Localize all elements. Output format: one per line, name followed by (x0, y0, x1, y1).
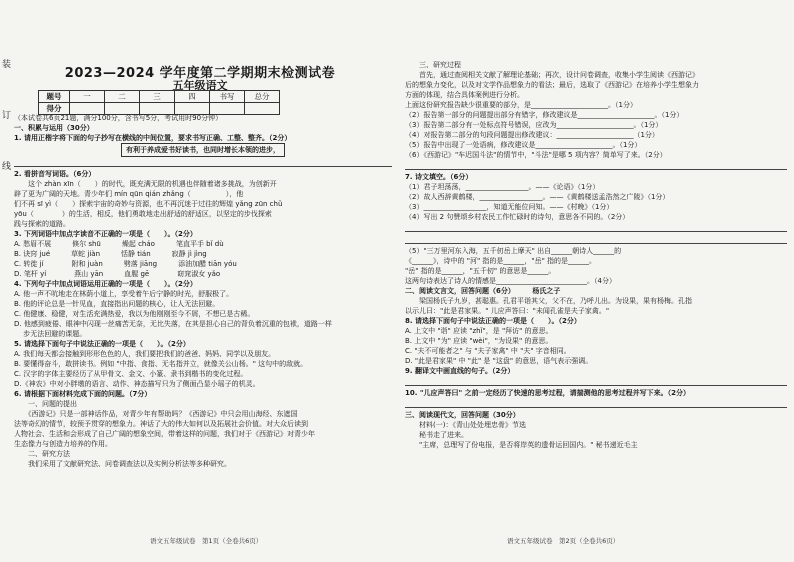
answer-line[interactable] (14, 157, 392, 167)
text-line: 这个 zhàn xīn（ ）的时代，既充满无限的机遇也伴随着诸多挑战，为创新开 (14, 180, 277, 188)
answer-line[interactable] (405, 160, 787, 170)
text-line: （3）__________________，知道无能位问知。——《村晚》（1分） (405, 203, 614, 211)
text-line: D.《神农》中对小胖墩的语言、动作、神态描写只为了侧面凸显小瑶子的机灵。 (14, 380, 260, 388)
question-heading: 9. 翻译文中画直线的句子。（2分） (405, 367, 515, 375)
text-line: （4）对报告第二部分的句段问题提出修改建议：______________________（1分） (405, 131, 659, 139)
text-line: D. 笔杆 yí 燕山 yān 血腥 gē 窈窕淑女 yǎo (14, 270, 221, 278)
question-heading: 8. 请选择下面句子中说法正确的一项是（ ）。（2分） (405, 317, 581, 325)
question-heading: 5. 请选择下面句子中说法正确的一项是（ ）。（2分） (14, 340, 190, 348)
text-line: D. 他感到疲倦、眼神中闪现一丝痛苦无奈，无比失落，在其是担心自己的背负着沉重的包袱，道路一样 (14, 320, 332, 328)
text-line: B. 他的评论总是一针见血，直接指出问题的核心，让人无法回避。 (14, 300, 220, 308)
text-line: （4）写出 2 句赞颂乡村农民工作忙碌时的诗句，意思各不同的。（2分） (405, 213, 630, 221)
score-table (38, 90, 280, 115)
answer-line[interactable] (405, 222, 787, 232)
exam-subtitle: 五年级语文 (172, 79, 228, 92)
text-line: 《西游记》只是一部神话作品，对青少年有帮助吗？《西游记》中只会用山海经、东遮国 (14, 410, 298, 418)
answer-line[interactable] (405, 398, 787, 408)
text-line: A. 上文中 "诣" 应读 "zhǐ"，是 "拜访" 的意思。 (405, 327, 553, 335)
question-heading: 一、积累与运用（30分） (14, 124, 94, 132)
text-line: 我们采用了文献研究法、问卷调查法以及实例分析法等多种研究。 (14, 460, 231, 468)
text-line: （1）君子坦荡荡，__________________。——《论语》（1分） (405, 183, 600, 191)
question-heading: 二、阅读文言文，回答问题（6分） 杨氏之子 (405, 287, 561, 295)
text-line: "岳" 指的是______，"五千仞" 的意思是______。 (405, 267, 556, 275)
text-line: 二、研究方法 (14, 450, 70, 458)
gutter-char: 装 (2, 60, 12, 70)
text-line: 们不再 sī yì（ ）探索宇宙的奇妙与资源，也不再沉迷于过往的辉煌 yǎng zūn chǔ (14, 200, 283, 208)
question-heading: 三、阅读现代文，回答问题（30分） (405, 411, 520, 419)
exam-title: 2023—2024 学年度第二学期期末检测试卷 (64, 66, 336, 81)
text-line: C. "夫不可能者之" 与 "夫子家禽" 中 "夫" 字音相同。 (405, 347, 571, 355)
text-line: 《______》，诗中的 "河" 指的是______，"岳" 指的是______。 (405, 257, 597, 265)
text-line: 方面的体现，结合具体案例进行分析。 (405, 91, 524, 99)
score-row-label: 得分 (39, 103, 70, 115)
score-header-cell: 总分 (245, 91, 280, 103)
text-line: 以示儿曰："此是君家果。" 儿应声答曰："未闻孔雀是夫子家禽。" (405, 307, 610, 315)
text-line: 这两句诗表达了诗人的情感是__________________________。（4分） (405, 277, 616, 285)
score-header-cell: 题号 (39, 91, 70, 103)
page-footer: 语文五年级试卷 第2页（全卷共6页） (507, 537, 620, 545)
text-line: 一、问题的提出 (14, 400, 77, 408)
text-line: 辟了更为广阔的天地。青少年们 mín qūn qián zhǎng（ ），他 (14, 190, 244, 198)
text-line: 梁国杨氏子九岁，甚聪惠。孔君平诣其父，父不在，乃呼儿出。为设果，果有杨梅。孔指 (405, 297, 692, 305)
text-line: （2）报告第一部分的问题提出部分有错字，修改建议是______________________。（1分） (405, 111, 684, 119)
score-header-cell: 书写 (210, 91, 245, 103)
question-heading: 10. "儿应声答曰" 之前一定经历了快速的思考过程，请揣测他的思考过程并写下来。（2分） (405, 389, 690, 397)
text-line: （3）报告第二部分有一处标点符号错误，应改为______________________。（1分） (405, 121, 663, 129)
text-line: 材料(一)：《青山处处埋忠骨》节选 (405, 421, 526, 429)
text-line: 后的想象力变化，以及对文学作品想象力的看法；最后，选取了《西游记》在培养小学生想象力 (405, 81, 699, 89)
left-page-body (14, 113, 392, 469)
text-line: 上面这份研究报告缺少很重要的部分，是______________________。（1分） (405, 101, 637, 109)
text-line: （本试卷共6页21题，满分100分，含书写5分，考试用时90分钟） (14, 114, 223, 122)
text-line: A. 我们每天都会接触到形形色色的人，我们要把我们的爸爸、妈妈、同学以及朋友。 (14, 350, 276, 358)
copy-source-text: 有利于养成爱书好读书，也同时增长本领的进步， (121, 143, 285, 157)
score-header-cell: 四 (175, 91, 210, 103)
text-line: （2）故人西辞黄鹤楼，__________________。——《黄鹤楼送孟浩然之广陵》（1分） (405, 193, 670, 201)
text-line: 人物社会、生活和会形成了自己广阔的想象空间，带着这样的问题，我们对于《西游记》对青少年 (14, 430, 315, 438)
score-table-header (39, 91, 280, 103)
answer-line[interactable] (405, 376, 787, 386)
score-header-cell: 三 (140, 91, 175, 103)
text-line: 生态像力与创造力培养的作用。 (14, 440, 112, 448)
text-line: B. 要懂得奋斗，敢拼读书。例如 "中指、食指、无名指并立，就像关公山杨。" 这句中的敌就。 (14, 360, 308, 368)
question-heading: 7. 诗文填空。（6分） (405, 173, 473, 181)
gutter-char: 线 (2, 162, 12, 172)
text-line: 三、研究过程 (405, 61, 461, 69)
text-line: 首先，通过查阅相关文献了解理论基础；再次，设计问卷调查，收集小学生阅读《西游记》 (405, 71, 699, 79)
text-line: B. 上文中 "为" 应读 "wèi"，"为设果" 的意思。 (405, 337, 553, 345)
score-header-cell: 二 (105, 91, 140, 103)
answer-line[interactable] (405, 234, 787, 244)
right-page (397, 0, 794, 562)
gutter-char: 订 (2, 111, 12, 121)
text-line: 步无法回避的课题。 (14, 330, 87, 338)
question-heading: 4. 下列句子中加点词语运用正确的一项是（ ）。（2分） (14, 280, 197, 288)
text-line: B. 诀窍 jué 草蛇 jiàn 恬静 tián 寂静 jì jìng (14, 250, 207, 258)
text-line: C. 他健康、稳健，对生活充满热爱，我以为他刚刚至今不屑，不想已是古稀。 (14, 310, 255, 318)
text-line: 秘书走了进来。 (405, 431, 468, 439)
text-line: "主席，总理写了份电报，是否将岸英的遗骨运回国内。" 秘书递近毛主 (405, 441, 638, 449)
text-line: 践与探索的道路。 (14, 220, 70, 228)
text-line: 法等奇幻的情节，较预予贯穿的想象力。神话了大的伟大如何以及拓展社会价值。对大众后读到 (14, 420, 308, 428)
text-line: yōu（ ）的生活，相反，他们勇敢地走出舒适的舒适区，以坚定的步伐探索 (14, 210, 272, 218)
text-line: A. 他一声不吭地走在林荫小道上，享受着午后宁静的时光，舒服极了。 (14, 290, 234, 298)
text-line: （6）《西游记》"车迟国斗法"的情节中，"斗法"是哪 5 项内容？简单写了来。（2分） (405, 151, 667, 159)
binding-gutter (2, 60, 14, 213)
right-page-body (405, 60, 787, 450)
question-heading: 3. 下列词语中加点字读音不正确的一项是（ ）。（2分） (14, 230, 197, 238)
text-line: D. "此是君家果" 中 "此" 是 "这盘" 的意思，语气表示强调。 (405, 357, 593, 365)
copy-source-box-row (14, 143, 392, 157)
text-line: C. 汉字的字体主要经历了从甲骨文、金文、小篆、隶书到楷书的变化过程。 (14, 370, 248, 378)
text-line: （5）"三万里河东入海，五千仞岳上摩天" 出自______朝诗人______的 (405, 247, 622, 255)
text-line: （5）报告中出现了一处语病，修改建议是______________________。（1分） (405, 141, 642, 149)
text-line: C. 转徙 jí 附和 juàn 劈落 jiāng 添油加醋 tiān yóu (14, 260, 237, 268)
question-heading: 2. 看拼音写词语。（6分） (14, 170, 96, 178)
text-line: A. 愁眉不展 倏尔 shū 燥起 cháo 笔直平手 bǐ dù (14, 240, 224, 248)
page-footer: 语文五年级试卷 第1页（全卷共6页） (150, 537, 263, 545)
question-heading: 1. 请用正楷字将下面的句子抄写在横线的中间位置，要求书写正确、工整、整齐。（2分） (14, 134, 292, 142)
question-heading: 6. 请根据下面材料完成下面的问题。（7分） (14, 390, 152, 398)
score-header-cell: 一 (70, 91, 105, 103)
